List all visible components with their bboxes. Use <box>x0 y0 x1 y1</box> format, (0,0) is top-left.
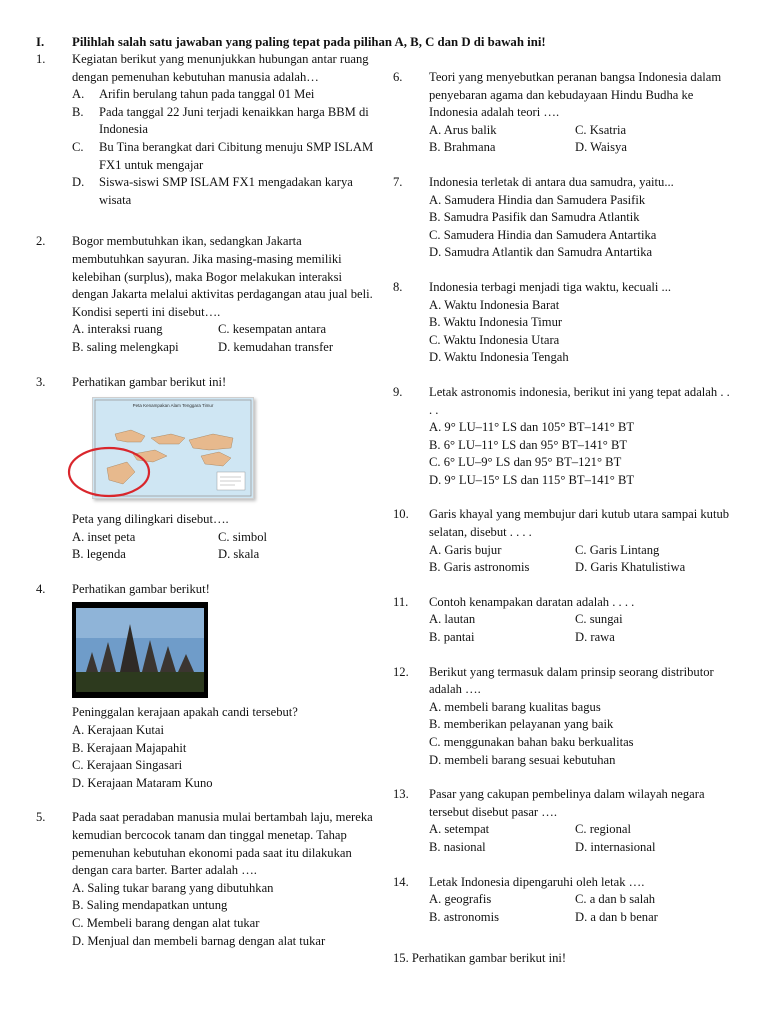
question-number: 7. <box>393 174 403 189</box>
option-d: D. skala <box>218 547 260 562</box>
option-d: D. Kerajaan Mataram Kuno <box>72 775 213 790</box>
question-stem: Bogor membutuhkan ikan, sedangkan Jakarta membutuhkan sayuran. Jika masing-masing memiliki kelebihan (surplus), maka Bogor melakukan interaksi dengan Jakarta melalui aktivitas perdagangan atau jual beli. Kondisi seperti ini disebut…. <box>72 234 373 319</box>
question-2 <box>36 233 376 356</box>
option-b: B. nasional <box>429 839 486 854</box>
option-d: D. Garis Khatulistiwa <box>575 560 686 575</box>
option-b: B. 6° LU–11° LS dan 95° BT–141° BT <box>429 437 628 452</box>
option-grid <box>429 542 733 577</box>
option-d: D. Waktu Indonesia Tengah <box>429 350 569 365</box>
option-b: B. memberikan pelayanan yang baik <box>429 717 614 732</box>
option-c: C. Garis Lintang <box>575 542 660 557</box>
option-d: D. Samudra Atlantik dan Samudra Antartika <box>429 245 653 260</box>
option-a: A. geografis <box>429 892 492 907</box>
right-column <box>393 69 733 943</box>
option-d: D. internasional <box>575 839 656 854</box>
option-a: A. Samudera Hindia dan Samudera Pasifik <box>429 192 646 207</box>
question-number: 6. <box>393 70 403 84</box>
option-b: B. Garis astronomis <box>429 560 530 575</box>
question-stem: Perhatikan gambar berikut ini! <box>72 374 227 389</box>
question-15: 15. Perhatikan gambar berikut ini! <box>393 951 567 965</box>
question-stem: Contoh kenampakan daratan adalah . . . . <box>429 594 635 609</box>
option-a: A. membeli barang kualitas bagus <box>429 699 601 714</box>
question-8 <box>393 279 733 367</box>
option-c: C. sungai <box>575 612 623 627</box>
option-b: B. saling melengkapi <box>72 339 179 354</box>
option-b: B. Brahmana <box>429 140 496 155</box>
question-stem: Indonesia terbagi menjadi tiga waktu, kecuali ... <box>429 279 671 294</box>
option-d: D. rawa <box>575 630 615 645</box>
option-grid <box>429 122 733 157</box>
option-text: Siswa-siswi SMP ISLAM FX1 mengadakan karya wisata <box>99 175 353 207</box>
option-list <box>429 699 733 769</box>
question-number: 2. <box>36 234 46 249</box>
question-stem: Kegiatan berikut yang menunjukkan hubungan antar ruang dengan pemenuhan kebutuhan manusia adalah… <box>72 52 369 84</box>
option-b: B. Waktu Indonesia Timur <box>429 315 563 330</box>
option-a <box>72 86 376 104</box>
question-number: 8. <box>393 279 403 294</box>
question-5 <box>36 809 376 950</box>
option-b <box>72 104 376 139</box>
option-a: A. inset peta <box>72 529 136 544</box>
question-9 <box>393 384 733 490</box>
option-a: A. interaksi ruang <box>72 322 163 337</box>
option-list <box>429 419 733 489</box>
option-letter: B. <box>72 104 84 119</box>
question-number: 11. <box>393 594 409 609</box>
option-d: D. a dan b benar <box>575 909 658 924</box>
option-letter: C. <box>72 139 84 154</box>
option-b: B. Saling mendapatkan untung <box>72 898 228 913</box>
question-7 <box>393 174 733 262</box>
option-d: D. kemudahan transfer <box>218 339 334 354</box>
option-c: C. simbol <box>218 529 267 544</box>
question-11 <box>393 594 733 647</box>
question-number: 5. <box>36 810 46 825</box>
option-b: B. Samudra Pasifik dan Samudra Atlantik <box>429 210 640 225</box>
option-b: B. astronomis <box>429 909 499 924</box>
question-number: 14. <box>393 874 409 889</box>
option-a: A. Kerajaan Kutai <box>72 723 164 738</box>
question-14 <box>393 874 733 927</box>
map-caption: Peta Kenampakan Alam Tenggara Timur <box>132 403 214 409</box>
question-number: 1. <box>36 52 46 66</box>
option-c: C. Waktu Indonesia Utara <box>429 332 560 347</box>
option-c: C. a dan b salah <box>575 892 656 907</box>
option-text: Pada tanggal 22 Juni terjadi kenaikkan harga BBM di Indonesia <box>99 104 369 137</box>
question-number: 12. <box>393 664 409 679</box>
option-a: A. Saling tukar barang yang dibutuhkan <box>72 880 274 895</box>
question-stem: Teori yang menyebutkan peranan bangsa Indonesia dalam penyebaran agama dan kebudayaan Hindu Budha ke Indonesia adalah teori …. <box>429 70 722 120</box>
option-text: Arifin berulang tahun pada tanggal 01 Mei <box>99 87 315 102</box>
option-a: A. setempat <box>429 822 490 837</box>
section-heading <box>36 34 756 52</box>
question-10 <box>393 506 733 576</box>
question-stem: Garis khayal yang membujur dari kutub utara sampai kutub selatan, disebut . . . . <box>429 507 730 540</box>
left-column <box>36 51 376 967</box>
option-c <box>72 139 376 174</box>
option-letter: D. <box>72 175 85 190</box>
option-b: B. legenda <box>72 547 126 562</box>
option-d <box>72 174 376 209</box>
option-text: Bu Tina berangkat dari Cibitung menuju SMP ISLAM FX1 untuk mengajar <box>99 139 374 172</box>
option-grid <box>429 611 733 646</box>
option-d: D. 9° LU–15° LS dan 115° BT–141° BT <box>429 472 635 487</box>
question-number: 3. <box>36 374 46 389</box>
question-13 <box>393 786 733 856</box>
option-a: A. Garis bujur <box>429 542 502 557</box>
option-list <box>429 297 733 367</box>
option-grid <box>429 821 733 856</box>
red-circle-marker <box>65 442 155 502</box>
question-6 <box>393 69 733 157</box>
question-number: 10. <box>393 507 409 522</box>
question-followup: Peta yang dilingkari disebut…. <box>72 512 229 527</box>
question-number: 4. <box>36 581 46 596</box>
option-c: C. regional <box>575 822 631 837</box>
option-d: D. Waisya <box>575 140 627 155</box>
option-c: C. 6° LU–9° LS dan 95° BT–121° BT <box>429 455 622 470</box>
question-4 <box>36 581 376 793</box>
option-c: C. Samudera Hindia dan Samudera Antartika <box>429 227 657 242</box>
option-letter: A. <box>72 87 85 102</box>
question-1 <box>36 51 376 209</box>
temple-photo <box>72 602 208 698</box>
question-number: 9. <box>393 384 403 399</box>
option-c: C. menggunakan bahan baku berkualitas <box>429 735 634 749</box>
option-d: D. membeli barang sesuai kebutuhan <box>429 752 616 767</box>
option-c: C. Membeli barang dengan alat tukar <box>72 916 260 930</box>
question-stem: Perhatikan gambar berikut! <box>72 581 210 596</box>
option-b: B. Kerajaan Majapahit <box>72 740 187 755</box>
question-stem: Letak Indonesia dipengaruhi oleh letak …. <box>429 874 645 889</box>
question-stem: Pada saat peradaban manusia mulai bertambah laju, mereka kemudian bercocok tanam dan tinggal menetap. Tahap pemenuhan kebutuhan ekonomi pada saat itu dilakukan dengan cara barter. Barter adalah …. <box>72 810 373 878</box>
map-image <box>92 397 254 499</box>
option-a: A. lautan <box>429 612 476 627</box>
option-grid <box>72 321 376 356</box>
question-stem: Berikut yang termasuk dalam prinsip seorang distributor adalah …. <box>429 664 714 697</box>
option-a: A. 9° LU–11° LS dan 105° BT–141° BT <box>429 420 635 435</box>
question-stem: Indonesia terletak di antara dua samudra, yaitu... <box>429 174 674 189</box>
question-3 <box>36 374 376 564</box>
option-list <box>72 880 376 950</box>
option-grid <box>72 529 376 564</box>
option-list <box>429 192 733 262</box>
question-stem: Letak astronomis indonesia, berikut ini yang tepat adalah . . . . <box>429 384 730 417</box>
section-number: I. <box>36 35 45 49</box>
option-list <box>72 86 376 209</box>
section-instruction: Pilihlah salah satu jawaban yang paling tepat pada pilihan A, B, C dan D di bawah ini! <box>72 35 546 49</box>
option-grid <box>429 891 733 926</box>
option-c: C. Kerajaan Singasari <box>72 758 183 773</box>
question-followup: Peninggalan kerajaan apakah candi tersebut? <box>72 705 298 720</box>
option-list <box>72 722 376 792</box>
option-b: B. pantai <box>429 630 475 645</box>
question-stem: Pasar yang cakupan pembelinya dalam wilayah negara tersebut disebut pasar …. <box>429 787 705 819</box>
option-c: C. kesempatan antara <box>218 322 327 337</box>
option-d: D. Menjual dan membeli barnag dengan alat tukar <box>72 933 326 948</box>
question-number: 13. <box>393 787 409 802</box>
question-12 <box>393 664 733 770</box>
option-a: A. Waktu Indonesia Barat <box>429 297 560 312</box>
option-a: A. Arus balik <box>429 122 497 137</box>
option-c: C. Ksatria <box>575 122 627 137</box>
